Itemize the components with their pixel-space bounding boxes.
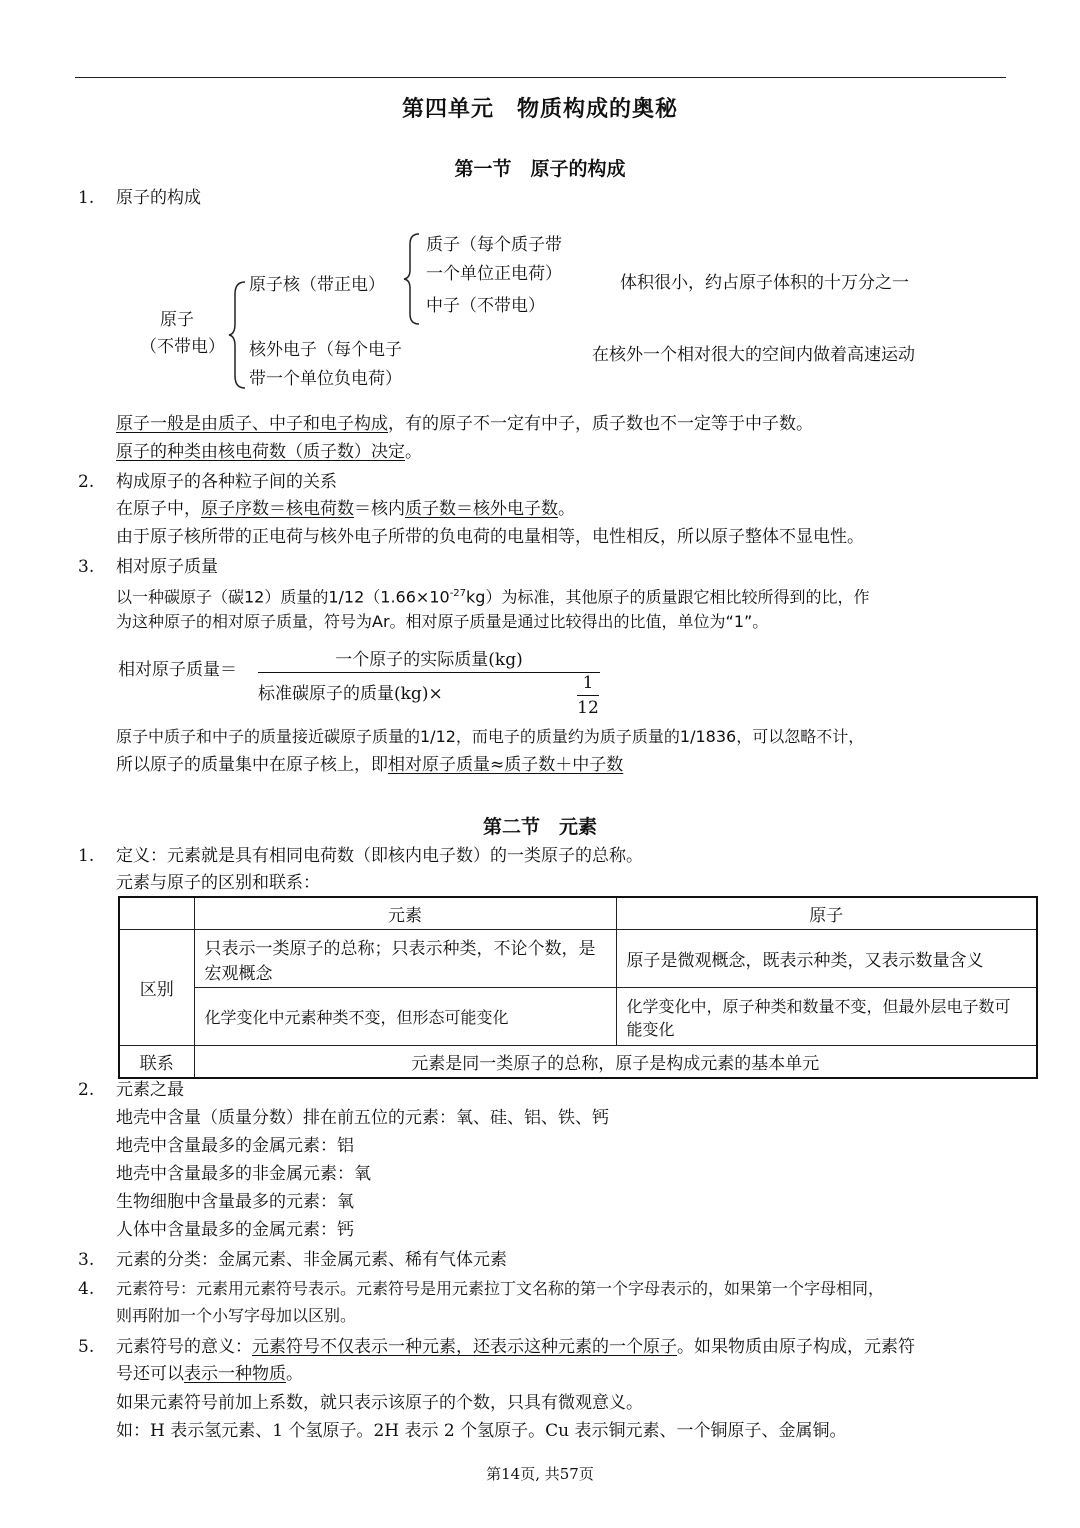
particle-relation (116, 497, 575, 521)
element-definition: 定义：元素就是具有相同电荷数（即核内电子数）的一类原子的总称。 (116, 846, 643, 866)
table-intro: 元素与原子的区别和联系： (116, 873, 320, 893)
table-corner (119, 897, 194, 930)
small-fraction-denominator: 12 (577, 698, 599, 718)
text-span: 。 (286, 1364, 303, 1384)
superscript: -27 (449, 588, 467, 599)
atom-note-1-underlined: 原子一般是由质子、中子和电子构成 (116, 414, 388, 434)
top-rule (75, 77, 1006, 78)
formula-label: 相对原子质量＝ (118, 660, 237, 680)
underlined-span: 表示一种物质 (184, 1364, 286, 1384)
element-symbol-def-2: 则再附加一个小写字母加以区别。 (116, 1306, 357, 1325)
atom-brace (228, 280, 248, 390)
item-heading: 构成原子的各种粒子间的关系 (116, 472, 337, 492)
list-item: 地壳中含量最多的金属元素：铝 (116, 1136, 354, 1156)
item-number: 1. (78, 188, 95, 208)
atom-note-2 (116, 440, 422, 464)
small-fraction-numerator: 1 (582, 673, 594, 693)
nucleus-note: 体积很小，约占原子体积的十万分之一 (620, 273, 909, 293)
small-fraction-bar (577, 695, 599, 696)
electron-line-2: 带一个单位负电荷） (249, 369, 402, 389)
neutron-label: 中子（不带电） (426, 296, 545, 316)
atom-charge: （不带电） (140, 337, 225, 357)
symbol-meaning-1 (116, 1335, 915, 1359)
relative-mass-formula (118, 645, 599, 725)
table-header-atom: 原子 (616, 897, 1037, 930)
nucleus-brace (402, 232, 422, 326)
text-span: ＝核内 (354, 499, 405, 519)
formula-denominator: 标准碳原子的质量(kg)× (258, 684, 443, 704)
table-cell: 化学变化中，原子种类和数量不变，但最外层电子数可能变化 (616, 988, 1037, 1046)
element-atom-table (118, 896, 1038, 1079)
text-span: 元素符号的意义： (116, 1337, 252, 1357)
item-number: 3. (78, 1250, 95, 1270)
item-heading: 相对原子质量 (116, 557, 218, 577)
underlined-span: 质子数＝核外电子数 (405, 499, 558, 519)
page-footer: 第14页, 共57页 (486, 1465, 594, 1483)
atom-note-1 (116, 412, 813, 436)
section-title: 第二节 元素 (482, 816, 597, 838)
atom-note-2-underlined: 原子的种类由核电荷数（质子数）决定 (116, 442, 405, 462)
text-span: 在原子中， (116, 499, 201, 519)
element-classification: 元素的分类：金属元素、非金属元素、稀有气体元素 (116, 1250, 507, 1270)
item-heading: 原子的构成 (116, 188, 201, 208)
row-label-difference: 区别 (119, 930, 194, 1046)
formula-numerator: 一个原子的实际质量(kg) (335, 650, 523, 670)
text-span: 。 (558, 499, 575, 519)
atom-label: 原子 (160, 310, 194, 330)
text-span: 以一种碳原子（碳12）质量的1/12（1.66×10 (116, 587, 450, 607)
underlined-span: 相对原子质量≈质子数＋中子数 (388, 755, 624, 775)
fraction-bar (258, 672, 600, 673)
proton-line-2: 一个单位正电荷） (426, 264, 562, 284)
underlined-span: 元素符号不仅表示一种元素，还表示这种元素的一个原子 (252, 1337, 677, 1357)
list-item: 人体中含量最多的金属元素：钙 (116, 1220, 354, 1240)
table-cell: 化学变化中元素种类不变，但形态可能变化 (194, 988, 616, 1046)
item-number: 1. (78, 846, 95, 866)
relative-mass-def-1 (116, 582, 869, 609)
item-heading: 元素之最 (116, 1080, 184, 1100)
list-item: 地壳中含量（质量分数）排在前五位的元素：氧、硅、铝、铁、钙 (116, 1108, 609, 1128)
atom-note-1-rest: ，有的原子不一定有中子，质子数也不一定等于中子数。 (388, 414, 813, 434)
table-cell: 原子是微观概念，既表示种类，又表示数量含义 (616, 930, 1037, 988)
mass-note-2 (116, 753, 623, 777)
item-number: 5. (78, 1337, 95, 1357)
text-span: 。如果物质由原子构成，元素符 (677, 1337, 915, 1357)
unit-title: 第四单元 物质构成的奥秘 (401, 97, 678, 122)
mass-note-1: 原子中质子和中子的质量接近碳原子质量的1/12，而电子的质量约为质子质量的1/1836，可以忽略不计， (116, 727, 865, 746)
table-cell: 只表示一类原子的总称；只表示种类，不论个数，是宏观概念 (194, 930, 616, 988)
symbol-examples: 如：H 表示氢元素、1 个氢原子。2H 表示 2 个氢原子。Cu 表示铜元素、一个铜原子、金属铜。 (116, 1421, 847, 1441)
underlined-span: 原子序数＝核电荷数 (201, 499, 354, 519)
symbol-meaning-3: 如果元素符号前加上系数，就只表示该原子的个数，只具有微观意义。 (116, 1393, 643, 1413)
item-number: 2. (78, 472, 95, 492)
text-span: 号还可以 (116, 1364, 184, 1384)
row-label-link: 联系 (119, 1046, 194, 1079)
electron-line-1: 核外电子（每个电子 (249, 340, 402, 360)
charge-explanation: 由于原子核所带的正电荷与核外电子所带的负电荷的电量相等，电性相反，所以原子整体不显电性。 (116, 527, 864, 547)
item-number: 2. (78, 1080, 95, 1100)
list-item: 生物细胞中含量最多的元素：氧 (116, 1192, 354, 1212)
text-span: kg）为标准，其他原子的质量跟它相比较所得到的比，作 (466, 587, 870, 607)
list-item: 地壳中含量最多的非金属元素：氧 (116, 1164, 371, 1184)
element-symbol-def-1: 元素符号：元素用元素符号表示。元素符号是用元素拉丁文名称的第一个字母表示的，如果第一个字母相同， (116, 1279, 885, 1298)
symbol-meaning-2 (116, 1362, 303, 1386)
proton-line-1: 质子（每个质子带 (426, 235, 562, 255)
section-title: 第一节 原子的构成 (454, 158, 626, 180)
small-fraction (573, 673, 603, 718)
electron-note: 在核外一个相对很大的空间内做着高速运动 (592, 345, 915, 365)
table-header-element: 元素 (194, 897, 616, 930)
item-number: 3. (78, 557, 95, 577)
text-span: 所以原子的质量集中在原子核上，即 (116, 755, 388, 775)
atom-note-2-rest: 。 (405, 442, 422, 462)
relative-mass-def-2: 为这种原子的相对原子质量，符号为Ar。相对原子质量是通过比较得出的比值，单位为“1”。 (116, 612, 769, 631)
nucleus-label: 原子核（带正电） (249, 275, 385, 295)
item-number: 4. (78, 1279, 95, 1299)
table-cell: 元素是同一类原子的总称，原子是构成元素的基本单元 (194, 1046, 1037, 1079)
